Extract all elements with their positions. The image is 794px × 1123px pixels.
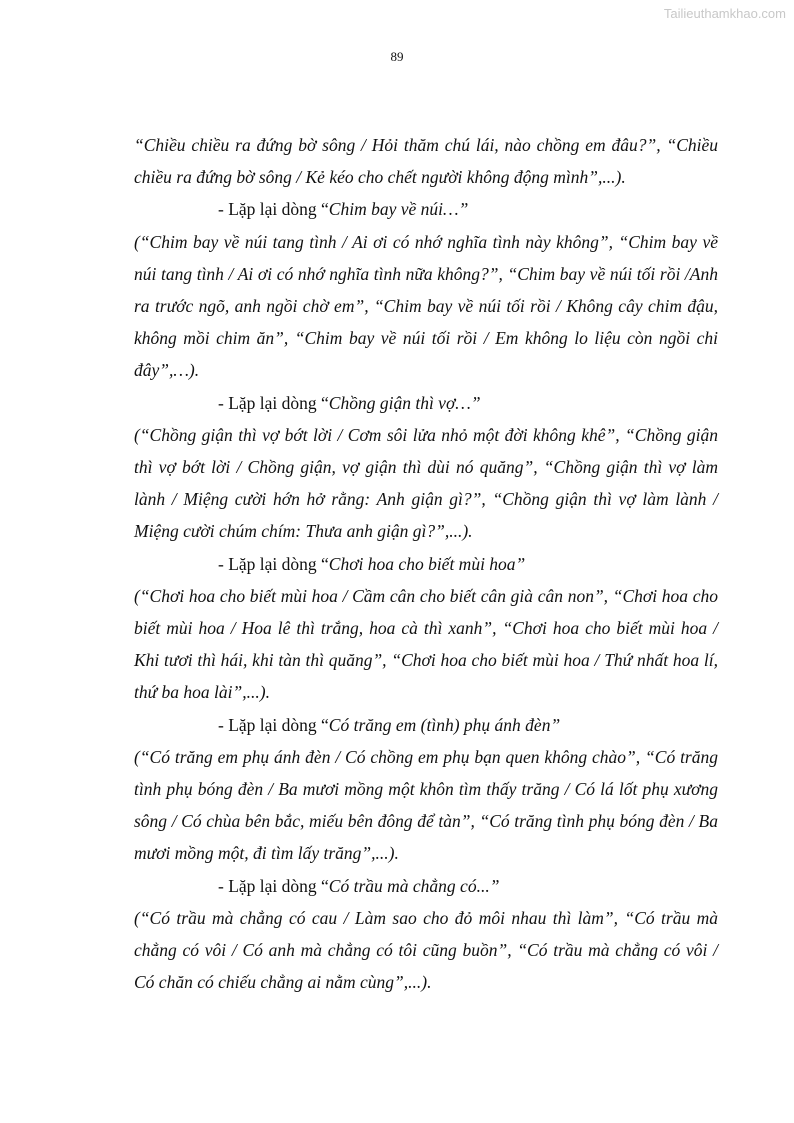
watermark: Tailieuthamkhao.com — [663, 6, 786, 21]
heading-choi-hoa — [134, 548, 718, 580]
heading-chim-bay — [134, 193, 718, 225]
heading-quote: Chồng giận thì vợ…” — [328, 392, 481, 413]
page-number: 89 — [390, 49, 404, 64]
heading-quote: Có trăng em (tình) phụ ánh đèn” — [328, 714, 561, 735]
page-body — [134, 129, 718, 998]
heading-co-trau — [134, 870, 718, 902]
heading-prefix: - Lặp lại dòng “ — [218, 392, 329, 413]
heading-chong-gian — [134, 387, 718, 419]
paragraph-choi-hoa: (“Chơi hoa cho biết mùi hoa / Cầm cân cho biết cân già cân non”, “Chơi hoa cho biết mùi hoa / Hoa lê thì trắng, hoa cà thì xanh”, “Chơi hoa cho biết mùi hoa / Khi tươi thì hái, khi tàn thì quăng”, “Chơi hoa cho biết mùi hoa / Thứ nhất hoa lí, thứ ba hoa lài”,...). — [134, 585, 718, 703]
heading-co-trang — [134, 709, 718, 741]
heading-quote: Chim bay về núi…” — [328, 199, 469, 220]
heading-prefix: - Lặp lại dòng “ — [218, 714, 329, 735]
heading-quote: Có trầu mà chẳng có...” — [328, 875, 500, 896]
paragraph-chim-bay: (“Chim bay về núi tang tình / Ai ơi có nhớ nghĩa tình này không”, “Chim bay về núi tang tình / Ai ơi có nhớ nghĩa tình nữa không?”, “Chim bay về núi tối rồi /Anh ra trước ngõ, anh ngồi chờ em”, “Chim bay về núi tối rồi / Không cây chim đậu, không mồi chim ăn”, “Chim bay về núi tối rồi / Em không lo liệu còn ngồi chi đây”,…). — [134, 231, 718, 381]
paragraph-1: “Chiều chiều ra đứng bờ sông / Hỏi thăm chú lái, nào chồng em đâu?”, “Chiều chiều ra đứng bờ sông / Kẻ kéo cho chết người không động mình”,...). — [134, 135, 718, 188]
heading-quote: Chơi hoa cho biết mùi hoa” — [328, 553, 526, 574]
paragraph-co-trang: (“Có trăng em phụ ánh đèn / Có chồng em phụ bạn quen không chào”, “Có trăng tình phụ bóng đèn / Ba mươi mồng một khôn tìm thấy trăng / Có lá lốt phụ xương sông / Có chùa bên bắc, miếu bên đông để tàn”, “Có trăng tình phụ bóng đèn / Ba mươi mồng một, đi tìm lấy trăng”,...). — [134, 746, 718, 864]
heading-prefix: - Lặp lại dòng “ — [218, 553, 329, 574]
paragraph-chong-gian: (“Chồng giận thì vợ bớt lời / Cơm sôi lửa nhỏ một đời không khê”, “Chồng giận thì vợ bớt lời / Chồng giận, vợ giận thì dùi nó quăng”, “Chồng giận thì vợ làm lành / Miệng cười hớn hở rằng: Anh giận gì?”, “Chồng giận thì vợ làm lành / Miệng cười chúm chím: Thưa anh giận gì?”,...). — [134, 424, 718, 542]
heading-prefix: - Lặp lại dòng “ — [218, 875, 329, 896]
paragraph-co-trau: (“Có trầu mà chẳng có cau / Làm sao cho đỏ môi nhau thì làm”, “Có trầu mà chẳng có vôi / Có anh mà chẳng có tôi cũng buồn”, “Có trầu mà chẳng có vôi / Có chăn có chiếu chẳng ai nằm cùng”,...). — [134, 907, 718, 993]
heading-prefix: - Lặp lại dòng “ — [218, 199, 329, 220]
